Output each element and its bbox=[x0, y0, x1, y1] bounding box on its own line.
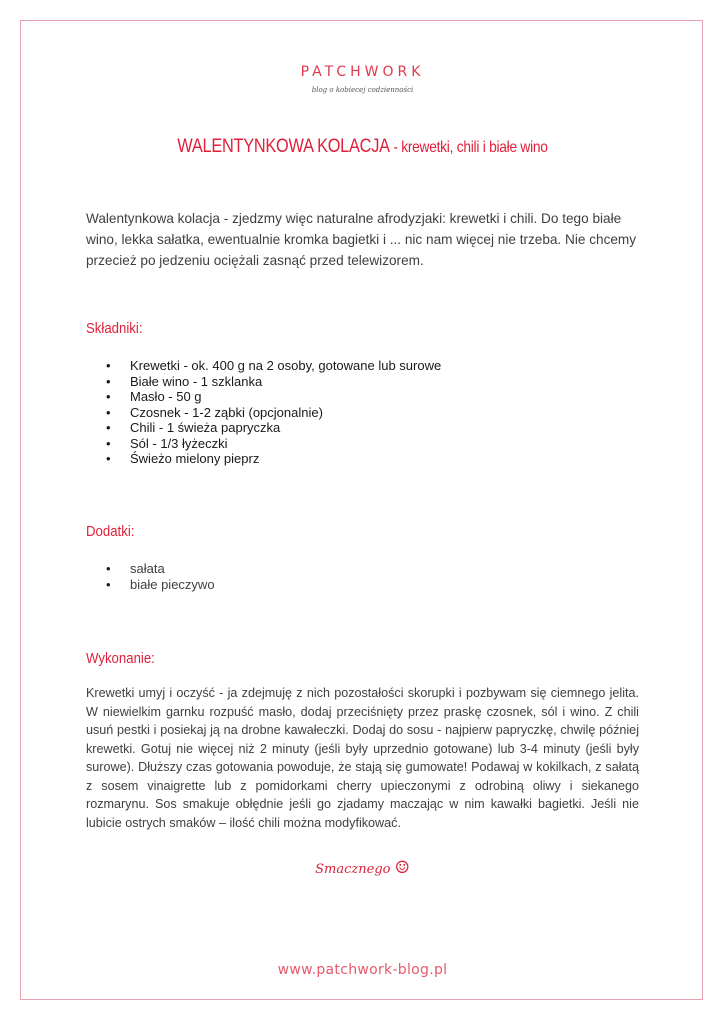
ingredients-heading: Składniki: bbox=[86, 320, 143, 337]
list-item: • Świeżo mielony pieprz bbox=[130, 451, 441, 467]
closing-signature bbox=[0, 858, 725, 878]
recipe-title-main: WALENTYNKOWA KOLACJA bbox=[177, 136, 390, 157]
closing-text: Smacznego bbox=[315, 862, 391, 877]
list-item: • Sól - 1/3 łyżeczki bbox=[130, 436, 441, 452]
list-item: • sałata bbox=[130, 561, 215, 577]
smiley-icon: ☺ bbox=[394, 858, 410, 878]
list-item: • Białe wino - 1 szklanka bbox=[130, 374, 441, 390]
recipe-title-sub: - krewetki, chili i białe wino bbox=[389, 139, 548, 156]
brand-logo: PATCHWORK bbox=[300, 64, 425, 80]
method-heading: Wykonanie: bbox=[86, 650, 155, 667]
list-item: • Masło - 50 g bbox=[130, 389, 441, 405]
intro-paragraph: Walentynkowa kolacja - zjedzmy więc naturalne afrodyzjaki: krewetki i chili. Do tego białe wino, lekka sałatka, ewentualnie kromka bagietki i ... nic nam więcej nie trzeba. Nie chcemy przecież po jedzeniu ociężali zasnąć przed telewizorem. bbox=[86, 211, 637, 268]
list-item: • Czosnek - 1-2 ząbki (opcjonalnie) bbox=[130, 405, 441, 421]
page-border bbox=[20, 20, 703, 1000]
brand-tagline: blog o kobiecej codzienności bbox=[311, 86, 414, 94]
extras-list bbox=[86, 561, 215, 592]
list-item: • białe pieczywo bbox=[130, 577, 215, 593]
list-item: • Chili - 1 świeża papryczka bbox=[130, 420, 441, 436]
footer-website-link[interactable]: www.patchwork-blog.pl bbox=[277, 962, 448, 978]
list-item: • Krewetki - ok. 400 g na 2 osoby, gotowane lub surowe bbox=[130, 358, 441, 374]
ingredients-list bbox=[86, 358, 441, 467]
method-paragraph: Krewetki umyj i oczyść - ja zdejmuję z nich pozostałości skorupki i pozbywam się ciemnego jelita. W niewielkim garnku rozpuść masło, dodaj przeciśnięty przez praskę czosnek, sól i wino. Z chili usuń pestki i posiekaj ją na drobne kawałeczki. Dodaj do sosu - najpierw papryczkę, chwilę później krewetki. Gotuj nie więcej niż 2 minuty (jeśli były uprzednio gotowane) lub 3-4 minuty (jeśli były surowe). Dłuższy czas gotowania powoduje, że stają się gumowate! Podawaj w kokilkach, z sałatą z sosem vinaigrette lub z pomidorkami cherry upieczonymi z odrobiną oliwy i siekanego rozmarynu. Sos smakuje obłędnie jeśli go zjadamy maczając w nim kawałki bagietki. Jeśli nie lubicie ostrych smaków – ilość chili można modyfikować. bbox=[86, 686, 639, 830]
recipe-title bbox=[51, 136, 675, 158]
extras-heading: Dodatki: bbox=[86, 523, 135, 540]
